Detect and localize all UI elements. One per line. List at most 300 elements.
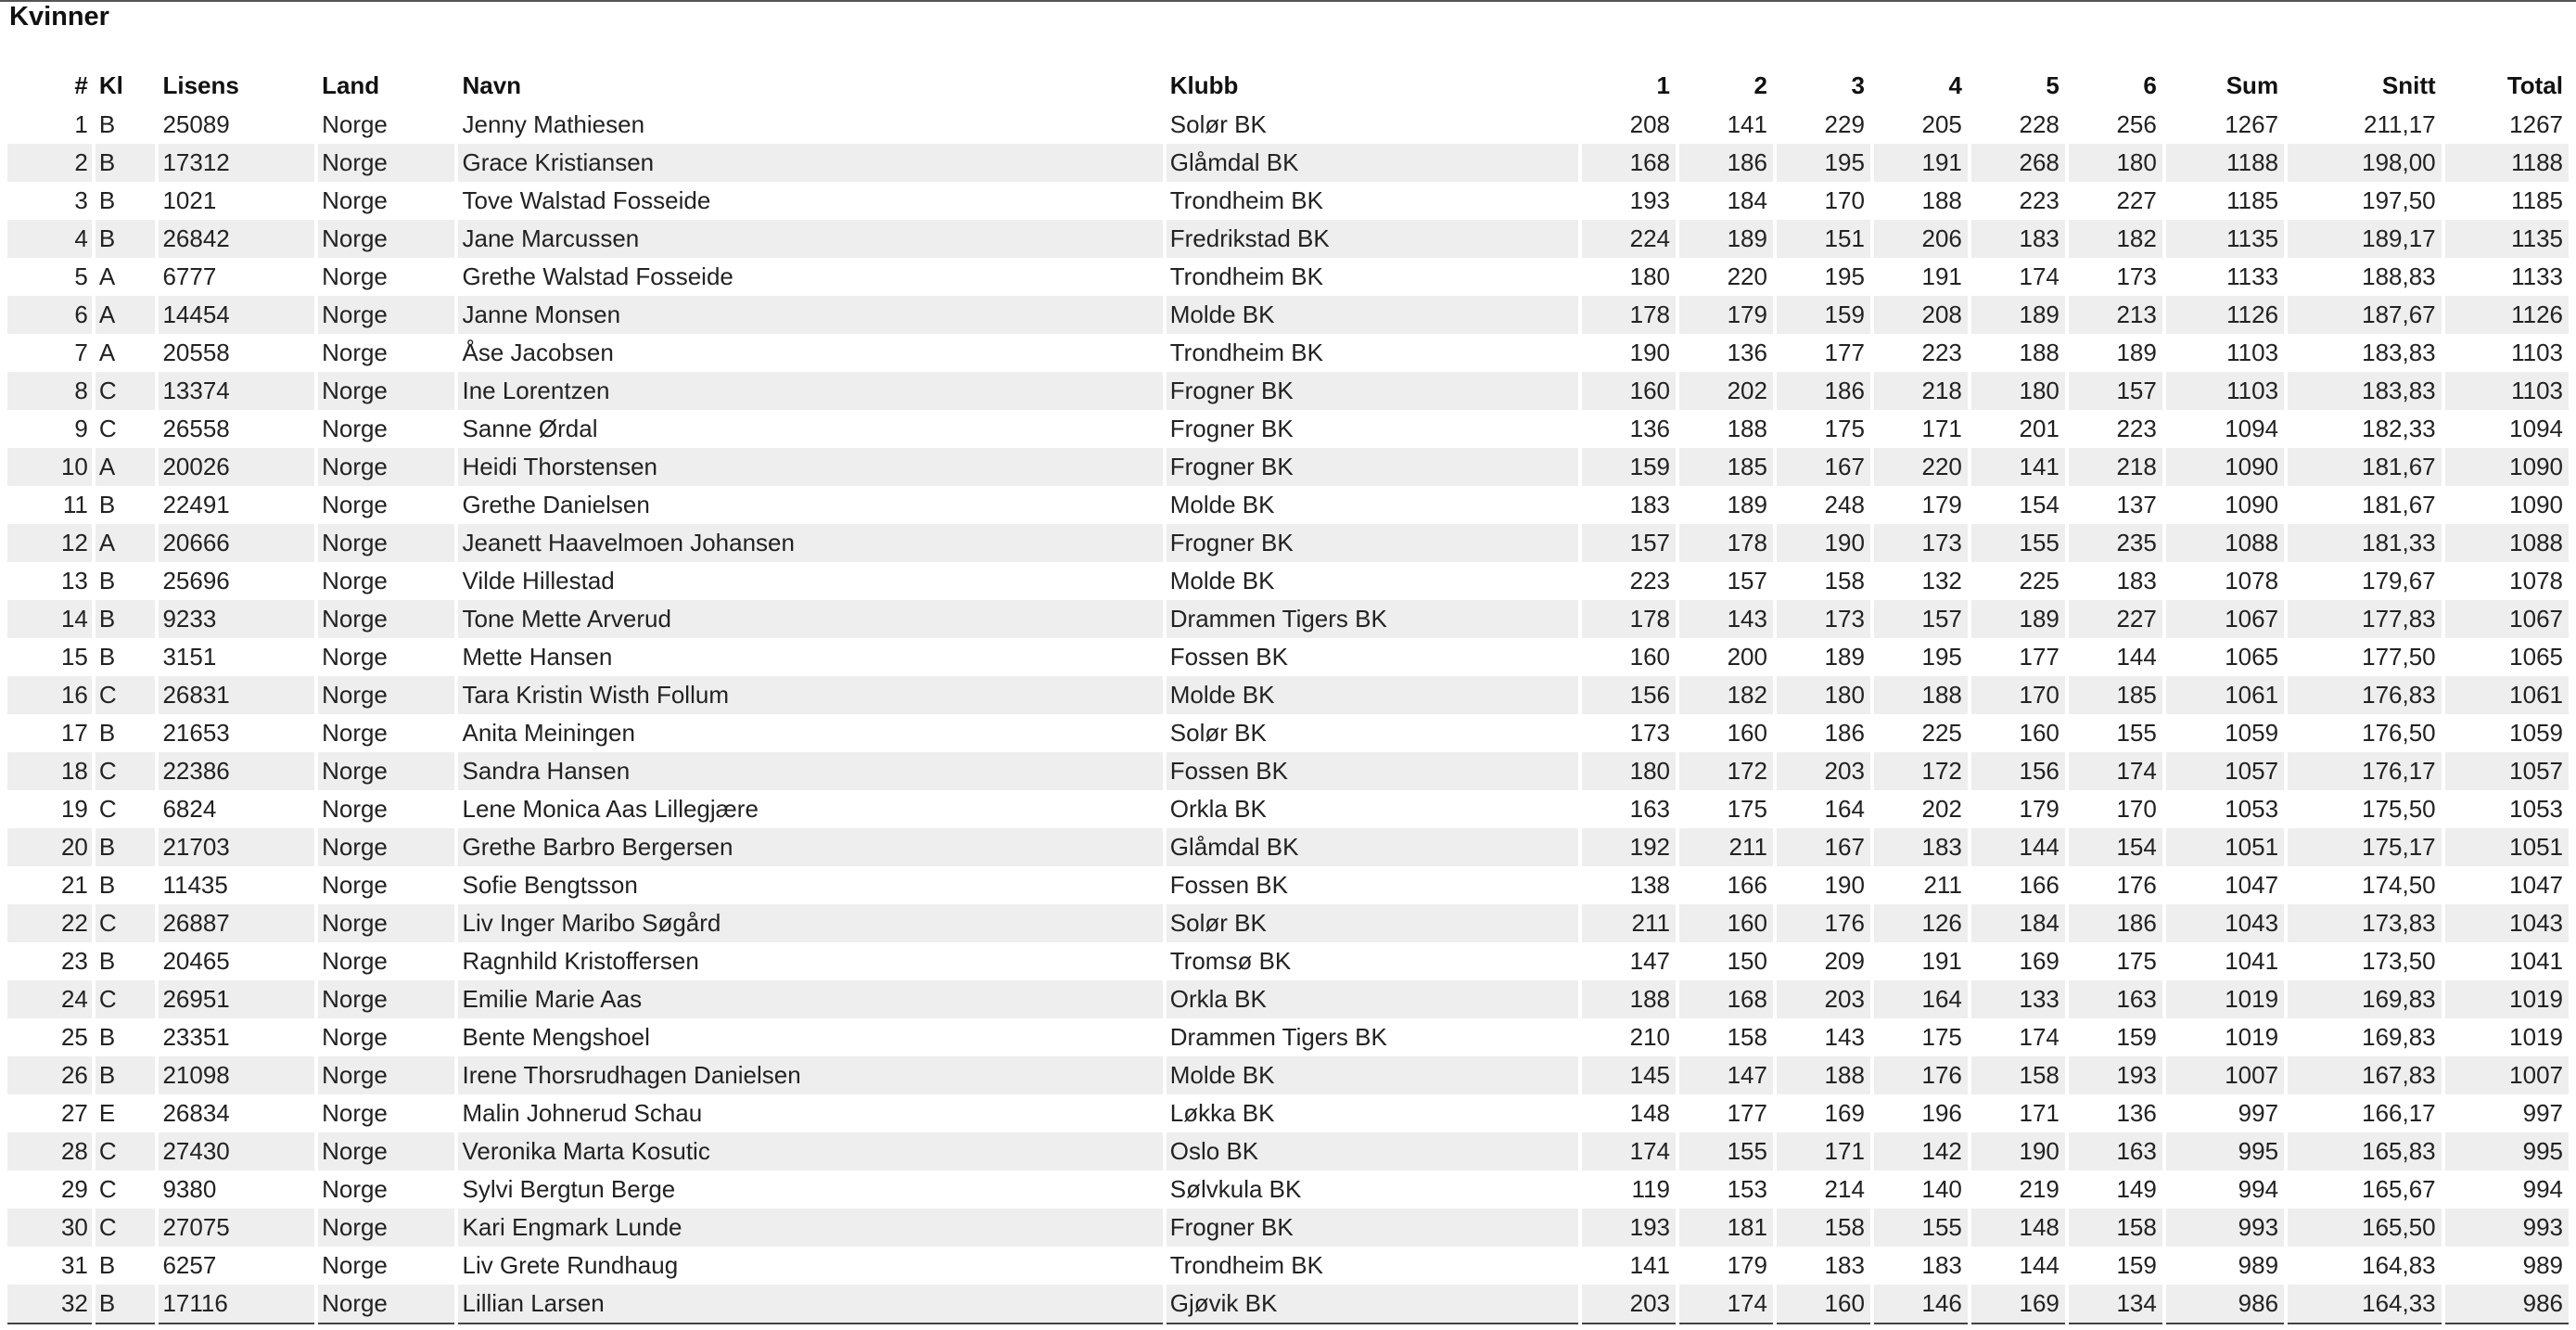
cell-country: Norge xyxy=(322,567,388,595)
cell-game-3: 169 xyxy=(1824,1099,1865,1127)
col-header-country[interactable]: Land xyxy=(322,71,380,99)
cell-total: 1047 xyxy=(2509,871,2563,899)
cell-license: 13374 xyxy=(159,372,314,410)
cell-sum: 1133 xyxy=(2226,262,2279,290)
cell-name: Jeanett Haavelmoen Johansen xyxy=(458,524,1162,562)
cell-game-3: 186 xyxy=(1824,719,1865,747)
cell-game-3: 248 xyxy=(1824,491,1865,518)
cell-license: 9233 xyxy=(159,600,314,638)
table-row xyxy=(7,1094,2569,1132)
table-row xyxy=(7,1285,2569,1324)
cell-name: Grethe Danielsen xyxy=(462,491,650,518)
table-row xyxy=(7,334,2569,372)
cell-club: Fossen BK xyxy=(1169,871,1288,899)
cell-rank: 12 xyxy=(7,524,92,562)
cell-license: 26842 xyxy=(159,220,314,258)
table-row xyxy=(7,866,2569,904)
cell-average: 176,50 xyxy=(2362,719,2436,747)
table-row xyxy=(7,904,2569,942)
cell-game-5: 201 xyxy=(2019,415,2060,442)
cell-game-5: 174 xyxy=(2019,262,2060,290)
cell-game-2: 186 xyxy=(1679,144,1773,182)
table-row xyxy=(7,372,2569,410)
cell-average: 181,67 xyxy=(2362,491,2436,518)
cell-sum: 994 xyxy=(2238,1175,2279,1203)
table-row xyxy=(7,106,2569,144)
cell-club: Sølvkula BK xyxy=(1169,1175,1302,1203)
cell-game-6: 218 xyxy=(2069,448,2162,486)
cell-game-1: 188 xyxy=(1582,980,1676,1018)
cell-rank: 11 xyxy=(62,491,88,518)
cell-class: B xyxy=(96,600,156,638)
cell-license: 23351 xyxy=(162,1023,230,1051)
cell-game-5: 190 xyxy=(1971,1132,2065,1170)
cell-club: Molde BK xyxy=(1169,491,1275,518)
cell-name: Liv Inger Maribo Søgård xyxy=(458,904,1162,942)
cell-total: 994 xyxy=(2522,1175,2563,1203)
cell-game-1: 145 xyxy=(1582,1056,1676,1094)
cell-game-3: 203 xyxy=(1777,752,1870,790)
cell-game-1: 136 xyxy=(1629,415,1670,442)
cell-game-1: 138 xyxy=(1629,871,1670,899)
cell-average: 176,17 xyxy=(2288,752,2442,790)
cell-club: Solør BK xyxy=(1169,719,1267,747)
cell-game-4: 208 xyxy=(1874,296,1968,334)
cell-game-5: 189 xyxy=(1971,296,2065,334)
cell-country: Norge xyxy=(318,904,454,942)
cell-game-4: 218 xyxy=(1874,372,1968,410)
cell-game-6: 193 xyxy=(2069,1056,2162,1094)
cell-license: 21653 xyxy=(162,719,230,747)
cell-total: 1135 xyxy=(2445,220,2569,258)
cell-country: Norge xyxy=(322,719,388,747)
cell-club: Solør BK xyxy=(1169,110,1267,138)
cell-total: 1007 xyxy=(2445,1056,2569,1094)
cell-game-2: 179 xyxy=(1727,1251,1767,1279)
cell-class: B xyxy=(98,567,116,595)
cell-game-1: 210 xyxy=(1629,1023,1670,1051)
cell-average: 169,83 xyxy=(2362,1023,2436,1051)
cell-game-4: 175 xyxy=(1921,1023,1962,1051)
cell-game-6: 158 xyxy=(2069,1209,2162,1247)
cell-class: C xyxy=(96,980,156,1018)
cell-club: Solør BK xyxy=(1167,904,1578,942)
cell-license: 6777 xyxy=(162,262,217,290)
cell-game-4: 196 xyxy=(1921,1099,1962,1127)
cell-game-4: 225 xyxy=(1921,719,1962,747)
cell-rank: 21 xyxy=(60,871,88,899)
cell-sum: 1047 xyxy=(2225,871,2279,899)
col-header-total[interactable]: Total xyxy=(2506,71,2563,99)
table-row xyxy=(7,448,2569,486)
cell-license: 20026 xyxy=(159,448,314,486)
cell-country: Norge xyxy=(322,262,388,290)
cell-game-2: 220 xyxy=(1727,262,1767,290)
cell-name: Jane Marcussen xyxy=(458,220,1162,258)
table-row xyxy=(7,942,2569,980)
cell-total: 1041 xyxy=(2509,947,2563,975)
table-row xyxy=(7,524,2569,562)
cell-game-6: 157 xyxy=(2069,372,2162,410)
cell-class: B xyxy=(98,1023,116,1051)
col-header-average[interactable]: Snitt xyxy=(2381,71,2436,99)
cell-sum: 1057 xyxy=(2166,752,2284,790)
cell-game-5: 189 xyxy=(1971,600,2065,638)
cell-game-6: 136 xyxy=(2116,1099,2157,1127)
cell-class: A xyxy=(98,339,116,366)
cell-rank: 17 xyxy=(60,719,88,747)
cell-game-2: 200 xyxy=(1727,643,1767,671)
cell-class: B xyxy=(98,186,116,214)
cell-rank: 8 xyxy=(7,372,92,410)
cell-country: Norge xyxy=(318,372,454,410)
cell-game-3: 190 xyxy=(1777,524,1870,562)
cell-club: Trondheim BK xyxy=(1169,1251,1323,1279)
cell-class: A xyxy=(96,448,156,486)
cell-game-6: 186 xyxy=(2069,904,2162,942)
cell-game-3: 195 xyxy=(1824,262,1865,290)
cell-game-5: 169 xyxy=(2019,947,2060,975)
cell-country: Norge xyxy=(318,144,454,182)
cell-game-1: 192 xyxy=(1582,828,1676,866)
col-header-rank[interactable]: # xyxy=(74,71,88,99)
cell-country: Norge xyxy=(322,871,388,899)
cell-game-3: 143 xyxy=(1824,1023,1865,1051)
cell-game-1: 156 xyxy=(1582,676,1676,714)
cell-total: 1103 xyxy=(2445,372,2569,410)
cell-sum: 1090 xyxy=(2225,491,2279,518)
cell-club: Tromsø BK xyxy=(1169,947,1292,975)
cell-game-6: 159 xyxy=(2116,1251,2157,1279)
cell-game-5: 174 xyxy=(2019,1023,2060,1051)
cell-name: Sandra Hansen xyxy=(458,752,1162,790)
cell-game-1: 180 xyxy=(1582,752,1676,790)
cell-game-5: 268 xyxy=(1971,144,2065,182)
cell-game-4: 211 xyxy=(1923,871,1962,899)
cell-game-2: 188 xyxy=(1727,415,1767,442)
cell-game-3: 167 xyxy=(1777,828,1870,866)
cell-sum: 1019 xyxy=(2166,980,2284,1018)
cell-game-3: 158 xyxy=(1824,567,1865,595)
cell-total: 1094 xyxy=(2509,415,2563,442)
table-row xyxy=(7,220,2569,258)
cell-rank: 7 xyxy=(74,339,88,366)
cell-class: C xyxy=(96,1132,156,1170)
cell-license: 27430 xyxy=(159,1132,314,1170)
cell-average: 179,67 xyxy=(2362,567,2436,595)
cell-name: Heidi Thorstensen xyxy=(458,448,1162,486)
cell-game-1: 160 xyxy=(1629,643,1670,671)
cell-average: 174,50 xyxy=(2362,871,2436,899)
cell-name: Malin Johnerud Schau xyxy=(462,1099,703,1127)
cell-name: Lillian Larsen xyxy=(458,1285,1162,1324)
cell-license: 6824 xyxy=(162,795,217,823)
cell-name: Ragnhild Kristoffersen xyxy=(462,947,699,975)
cell-club: Molde BK xyxy=(1167,676,1578,714)
cell-name: Grethe Barbro Bergersen xyxy=(458,828,1162,866)
cell-game-5: 169 xyxy=(1971,1285,2065,1324)
cell-game-3: 158 xyxy=(1777,1209,1870,1247)
cell-game-4: 142 xyxy=(1874,1132,1968,1170)
cell-game-3: 160 xyxy=(1777,1285,1870,1324)
cell-game-6: 213 xyxy=(2069,296,2162,334)
col-header-sum[interactable]: Sum xyxy=(2225,71,2279,99)
cell-total: 997 xyxy=(2522,1099,2563,1127)
cell-country: Norge xyxy=(318,676,454,714)
cell-sum: 1007 xyxy=(2166,1056,2284,1094)
cell-total: 989 xyxy=(2522,1251,2563,1279)
cell-game-5: 158 xyxy=(1971,1056,2065,1094)
cell-game-4: 223 xyxy=(1921,339,1962,366)
cell-average: 198,00 xyxy=(2288,144,2442,182)
cell-game-4: 202 xyxy=(1921,795,1962,823)
cell-game-5: 225 xyxy=(2019,567,2060,595)
cell-country: Norge xyxy=(318,296,454,334)
cell-license: 20558 xyxy=(162,339,230,366)
cell-game-2: 178 xyxy=(1679,524,1773,562)
cell-total: 1067 xyxy=(2445,600,2569,638)
cell-rank: 3 xyxy=(74,186,88,214)
cell-game-1: 141 xyxy=(1629,1251,1670,1279)
table-row xyxy=(7,1132,2569,1170)
cell-game-6: 180 xyxy=(2069,144,2162,182)
cell-rank: 10 xyxy=(7,448,92,486)
cell-license: 3151 xyxy=(162,643,217,671)
cell-rank: 27 xyxy=(60,1099,88,1127)
cell-game-5: 180 xyxy=(1971,372,2065,410)
col-header-name[interactable]: Navn xyxy=(462,71,522,99)
cell-game-1: 193 xyxy=(1582,1209,1676,1247)
table-row xyxy=(7,714,2569,752)
cell-game-3: 183 xyxy=(1824,1251,1865,1279)
cell-game-3: 180 xyxy=(1777,676,1870,714)
cell-game-1: 178 xyxy=(1582,296,1676,334)
table-row xyxy=(7,1209,2569,1247)
cell-game-3: 170 xyxy=(1824,186,1865,214)
cell-average: 177,83 xyxy=(2288,600,2442,638)
cell-average: 165,50 xyxy=(2288,1209,2442,1247)
cell-license: 17312 xyxy=(159,144,314,182)
cell-average: 211,17 xyxy=(2364,110,2436,138)
col-header-license[interactable]: Lisens xyxy=(162,71,239,99)
cell-game-6: 134 xyxy=(2069,1285,2162,1324)
cell-game-3: 189 xyxy=(1824,643,1865,671)
table-row xyxy=(7,182,2569,220)
cell-game-4: 183 xyxy=(1921,1251,1962,1279)
cell-sum: 1135 xyxy=(2166,220,2284,258)
cell-game-6: 174 xyxy=(2069,752,2162,790)
cell-license: 22386 xyxy=(159,752,314,790)
cell-average: 175,50 xyxy=(2362,795,2436,823)
cell-sum: 997 xyxy=(2238,1099,2279,1127)
cell-name: Lene Monica Aas Lillegjære xyxy=(462,795,759,823)
cell-average: 181,33 xyxy=(2288,524,2442,562)
col-header-class[interactable]: Kl xyxy=(98,71,123,99)
cell-average: 169,83 xyxy=(2288,980,2442,1018)
cell-total: 1051 xyxy=(2445,828,2569,866)
results-table xyxy=(4,59,2572,1324)
cell-game-1: 160 xyxy=(1582,372,1676,410)
cell-class: C xyxy=(98,415,117,442)
cell-sum: 1094 xyxy=(2225,415,2279,442)
table-row xyxy=(7,258,2569,296)
cell-class: B xyxy=(98,1251,116,1279)
col-header-game-2[interactable]: 2 xyxy=(1753,71,1767,99)
cell-rank: 24 xyxy=(7,980,92,1018)
cell-class: B xyxy=(98,643,116,671)
cell-game-2: 141 xyxy=(1727,110,1767,138)
table-row xyxy=(7,486,2569,524)
cell-game-6: 149 xyxy=(2116,1175,2157,1203)
cell-rank: 23 xyxy=(60,947,88,975)
cell-total: 1019 xyxy=(2509,1023,2563,1051)
cell-game-2: 177 xyxy=(1727,1099,1767,1127)
cell-game-2: 136 xyxy=(1727,339,1767,366)
cell-country: Norge xyxy=(318,1285,454,1324)
cell-name: Sylvi Bergtun Berge xyxy=(462,1175,676,1203)
cell-country: Norge xyxy=(322,186,388,214)
col-header-club[interactable]: Klubb xyxy=(1169,71,1239,99)
cell-class: B xyxy=(98,719,116,747)
col-header-game-4[interactable]: 4 xyxy=(1948,71,1962,99)
cell-game-3: 190 xyxy=(1824,871,1865,899)
cell-license: 26887 xyxy=(159,904,314,942)
cell-total: 1053 xyxy=(2509,795,2563,823)
cell-average: 183,83 xyxy=(2362,339,2436,366)
cell-game-3: 167 xyxy=(1777,448,1870,486)
cell-game-2: 172 xyxy=(1679,752,1773,790)
cell-game-2: 158 xyxy=(1727,1023,1767,1051)
cell-rank: 1 xyxy=(74,110,88,138)
cell-sum: 1065 xyxy=(2225,643,2279,671)
cell-game-2: 168 xyxy=(1679,980,1773,1018)
cell-average: 175,17 xyxy=(2288,828,2442,866)
cell-game-4: 164 xyxy=(1874,980,1968,1018)
cell-country: Norge xyxy=(318,600,454,638)
cell-game-5: 179 xyxy=(2019,795,2060,823)
cell-game-1: 224 xyxy=(1582,220,1676,258)
cell-total: 1059 xyxy=(2509,719,2563,747)
cell-game-4: 173 xyxy=(1874,524,1968,562)
cell-club: Fossen BK xyxy=(1169,643,1288,671)
cell-rank: 9 xyxy=(74,415,88,442)
cell-class: C xyxy=(96,676,156,714)
cell-country: Norge xyxy=(318,524,454,562)
cell-license: 21703 xyxy=(159,828,314,866)
cell-game-4: 188 xyxy=(1874,676,1968,714)
cell-sum: 1019 xyxy=(2225,1023,2279,1051)
cell-club: Fossen BK xyxy=(1167,752,1578,790)
cell-total: 1061 xyxy=(2445,676,2569,714)
cell-game-4: 183 xyxy=(1874,828,1968,866)
cell-name: Ine Lorentzen xyxy=(458,372,1162,410)
cell-game-5: 219 xyxy=(2019,1175,2060,1203)
cell-game-6: 163 xyxy=(2069,980,2162,1018)
cell-game-5: 183 xyxy=(1971,220,2065,258)
cell-game-2: 175 xyxy=(1727,795,1767,823)
cell-game-5: 154 xyxy=(2019,491,2060,518)
cell-game-3: 186 xyxy=(1777,372,1870,410)
cell-sum: 1103 xyxy=(2166,372,2284,410)
cell-country: Norge xyxy=(322,643,388,671)
cell-class: C xyxy=(96,372,156,410)
cell-club: Trondheim BK xyxy=(1169,339,1323,366)
cell-game-5: 155 xyxy=(1971,524,2065,562)
cell-license: 17116 xyxy=(159,1285,314,1324)
cell-game-3: 164 xyxy=(1824,795,1865,823)
cell-country: Norge xyxy=(322,1251,388,1279)
cell-game-5: 177 xyxy=(2019,643,2060,671)
cell-name: Tara Kristin Wisth Follum xyxy=(458,676,1162,714)
cell-average: 165,67 xyxy=(2362,1175,2436,1203)
cell-total: 995 xyxy=(2445,1132,2569,1170)
cell-name: Irene Thorsrudhagen Danielsen xyxy=(458,1056,1162,1094)
cell-name: Grethe Walstad Fosseide xyxy=(462,262,733,290)
cell-class: B xyxy=(96,828,156,866)
cell-average: 182,33 xyxy=(2362,415,2436,442)
cell-rank: 2 xyxy=(7,144,92,182)
cell-game-2: 155 xyxy=(1679,1132,1773,1170)
cell-name: Grace Kristiansen xyxy=(458,144,1162,182)
cell-country: Norge xyxy=(318,752,454,790)
cell-class: B xyxy=(98,491,116,518)
table-row xyxy=(7,562,2569,600)
cell-total: 1090 xyxy=(2445,448,2569,486)
cell-rank: 5 xyxy=(74,262,88,290)
cell-game-6: 155 xyxy=(2116,719,2157,747)
cell-game-3: 195 xyxy=(1777,144,1870,182)
cell-average: 181,67 xyxy=(2288,448,2442,486)
col-header-game-3[interactable]: 3 xyxy=(1851,71,1865,99)
cell-game-4: 172 xyxy=(1874,752,1968,790)
cell-game-6: 227 xyxy=(2069,600,2162,638)
cell-rank: 6 xyxy=(7,296,92,334)
table-header-row xyxy=(7,59,2569,106)
cell-average: 189,17 xyxy=(2288,220,2442,258)
cell-average: 183,83 xyxy=(2288,372,2442,410)
cell-game-1: 178 xyxy=(1582,600,1676,638)
col-header-game-6[interactable]: 6 xyxy=(2143,71,2157,99)
cell-game-4: 220 xyxy=(1874,448,1968,486)
col-header-game-5[interactable]: 5 xyxy=(2046,71,2060,99)
table-row xyxy=(7,600,2569,638)
cell-total: 1057 xyxy=(2445,752,2569,790)
cell-class: A xyxy=(96,296,156,334)
cell-license: 26951 xyxy=(159,980,314,1018)
cell-game-1: 157 xyxy=(1582,524,1676,562)
cell-game-1: 211 xyxy=(1582,904,1676,942)
cell-country: Norge xyxy=(322,947,388,975)
cell-club: Gjøvik BK xyxy=(1167,1285,1578,1324)
cell-game-5: 188 xyxy=(2019,339,2060,366)
cell-sum: 1061 xyxy=(2166,676,2284,714)
cell-game-3: 171 xyxy=(1777,1132,1870,1170)
cell-sum: 1053 xyxy=(2225,795,2279,823)
cell-average: 164,83 xyxy=(2362,1251,2436,1279)
cell-game-2: 189 xyxy=(1727,491,1767,518)
col-header-game-1[interactable]: 1 xyxy=(1656,71,1670,99)
cell-game-2: 179 xyxy=(1679,296,1773,334)
cell-game-6: 182 xyxy=(2069,220,2162,258)
cell-average: 164,33 xyxy=(2288,1285,2442,1324)
cell-country: Norge xyxy=(322,1023,388,1051)
cell-sum: 1051 xyxy=(2166,828,2284,866)
cell-game-3: 177 xyxy=(1824,339,1865,366)
cell-sum: 989 xyxy=(2238,1251,2279,1279)
cell-average: 166,17 xyxy=(2362,1099,2436,1127)
cell-rank: 22 xyxy=(7,904,92,942)
cell-name: Bente Mengshoel xyxy=(462,1023,650,1051)
